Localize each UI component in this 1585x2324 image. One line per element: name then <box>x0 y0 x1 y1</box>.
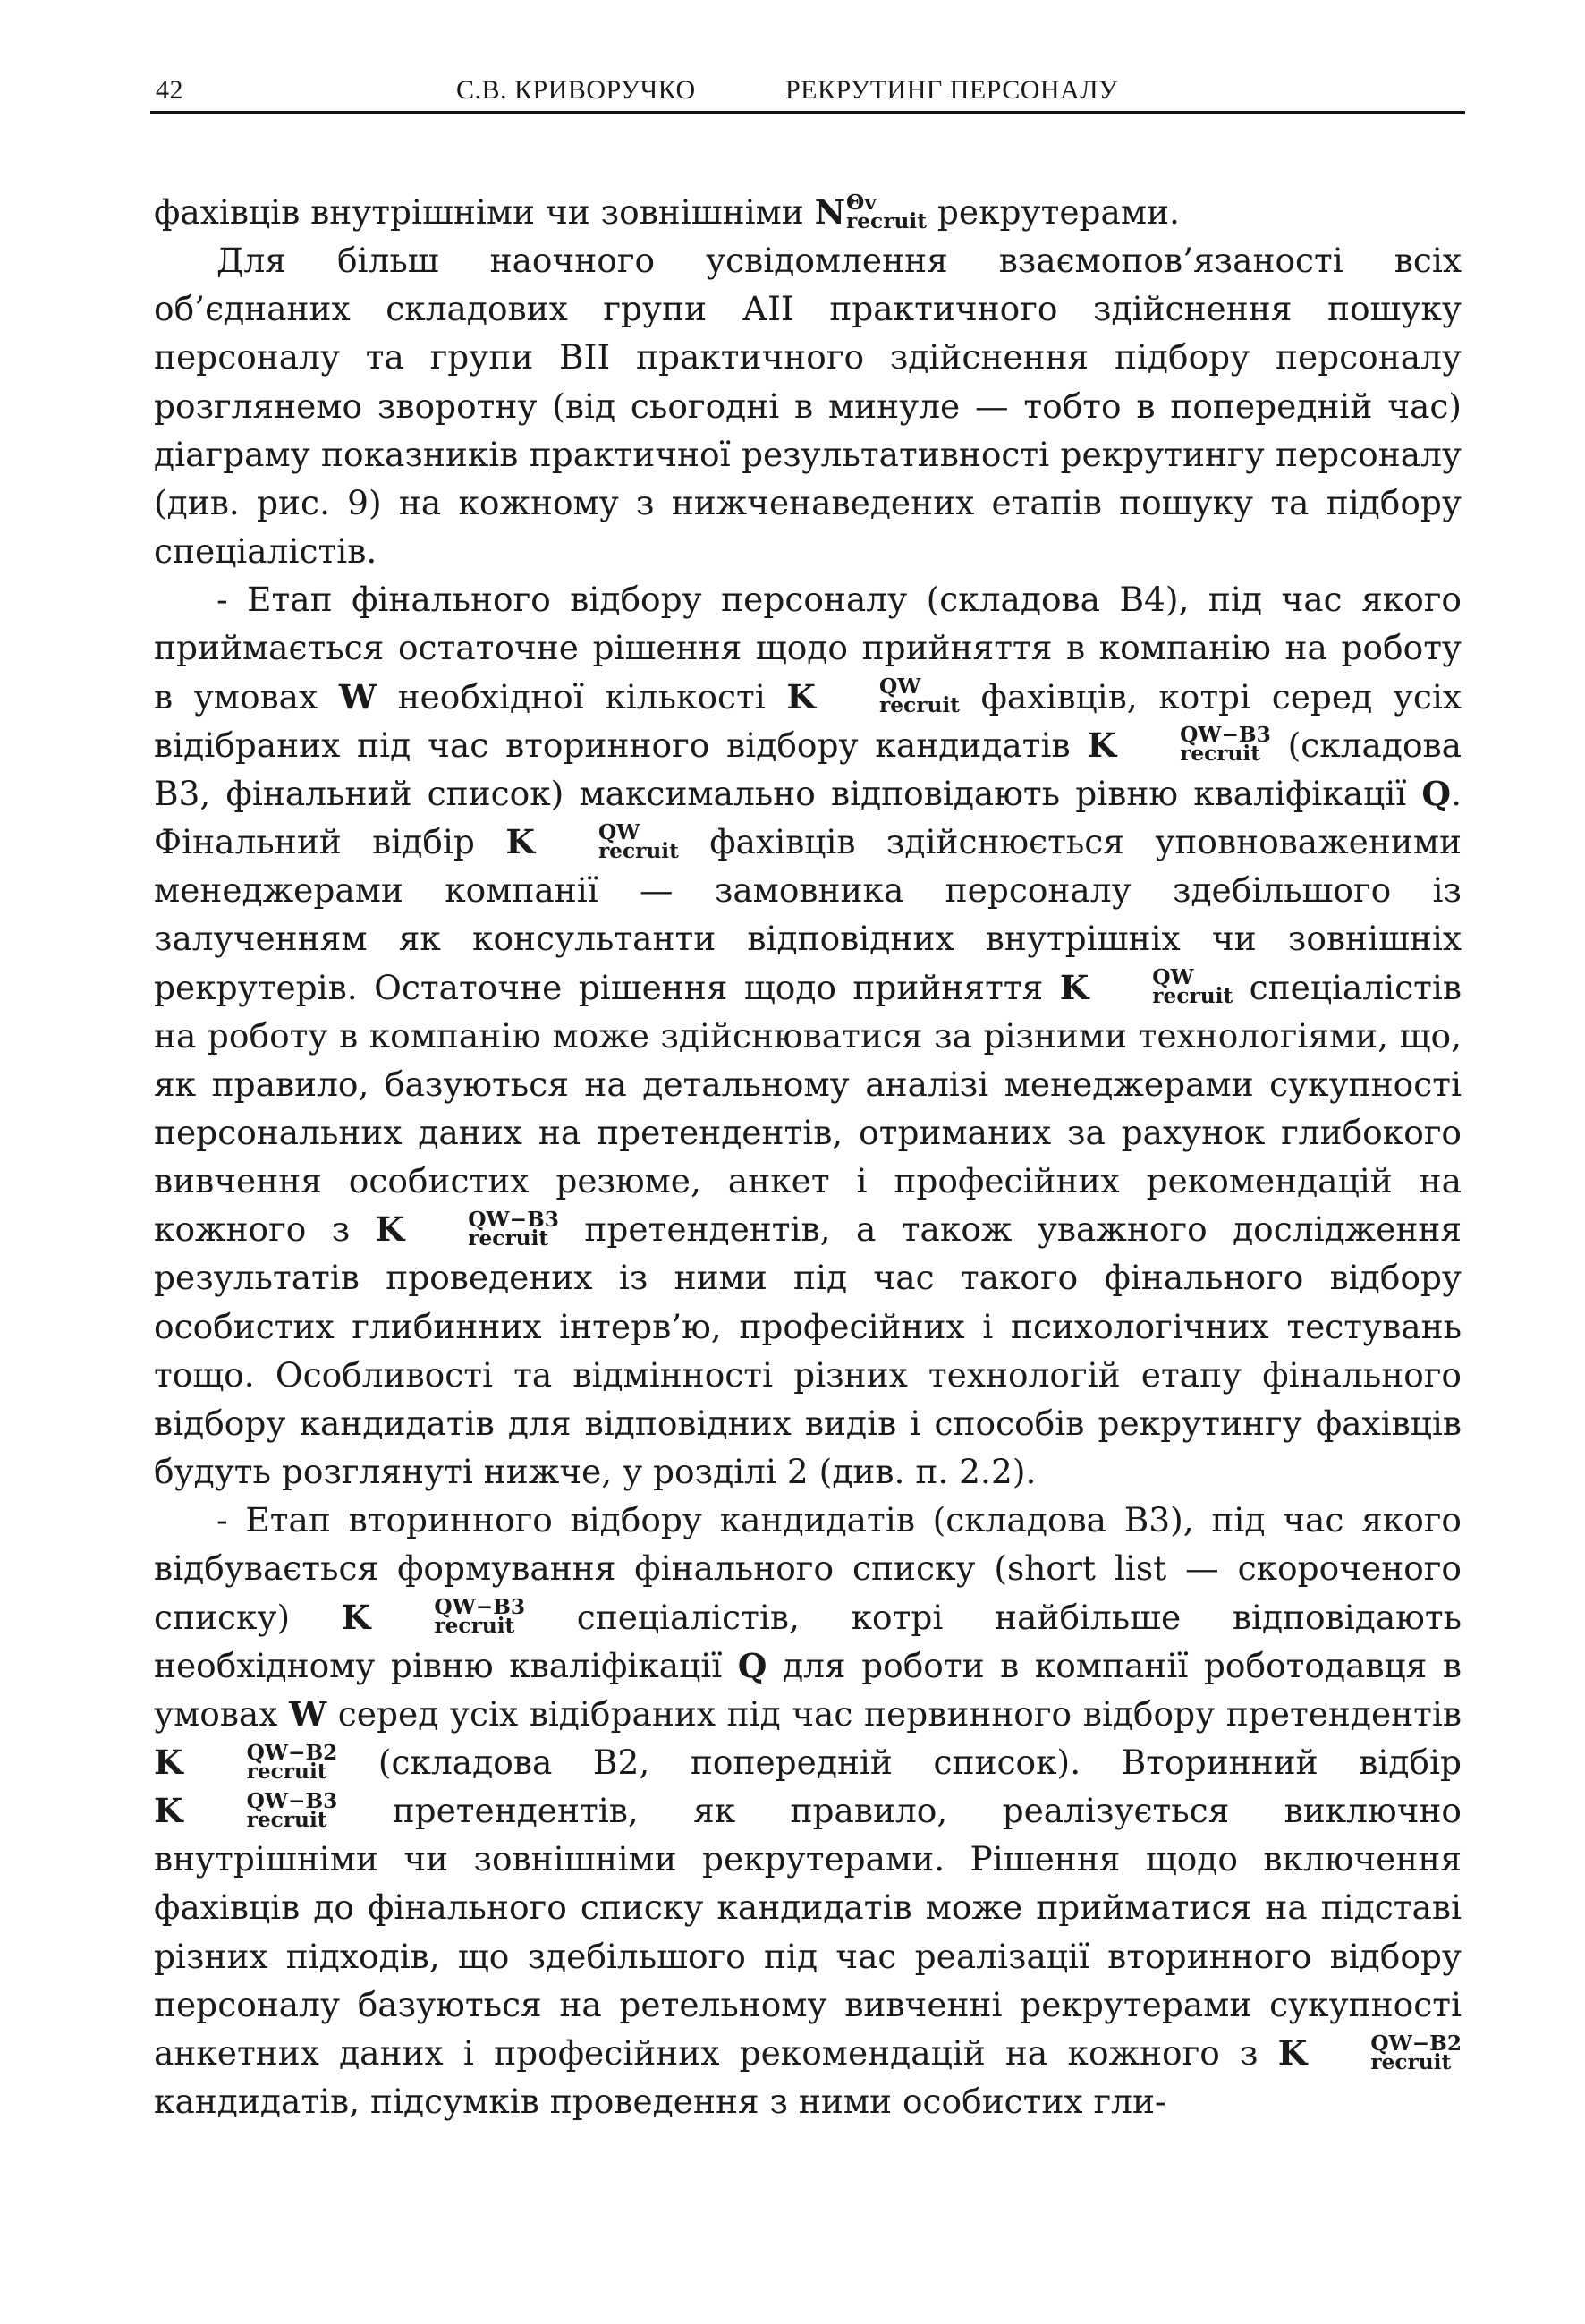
symbol-q: Q <box>737 1645 767 1685</box>
formula-n-recruit: N Θv recruit <box>814 190 927 233</box>
formula-k-qw: K QW recruit <box>1059 965 1233 1009</box>
formula-k-qw-b3: K QW−B3 recruit <box>341 1595 526 1639</box>
paragraph-1: фахівців внутрішніми чи зовнішніми N Θv recruit рекрутерами. <box>154 190 1180 233</box>
page-header <box>150 70 1465 114</box>
formula-k-qw-b2: K QW−B2 recruit <box>1277 2031 1462 2074</box>
body-text <box>154 188 1462 2125</box>
symbol-q: Q <box>1421 773 1452 813</box>
paragraph-4-secondary-selection: - Етап вторинного відбору кандидатів (складова В3), під час якого відбувається формування фінального списку (short list — скороченого списку) K QW−B3 recruit спеціалістів, котрі найбільше відповідають необхідному рівню кваліфікації Q для роботи в компанії роботодавця в умовах W серед усіх відібраних під час первинного відбору претендентів K QW−B2 recruit (складова В2, попередній список). Вторинний відбір K QW−B3 recruit претендентів, як правило, реалізується виключно внутрішніми чи зовнішніми рекрутерами. Рішення щодо включення фахівців до фінального списку кандидатів може прийматися на підставі різних підходів, що здебільшого під час реалізації вторинного відбору персоналу базуються на ретельному вивченні рекрутерами сукупності анкетних даних і професійних рекомендацій на кожного з K QW−B2 recruit кандидатів, підсумків проведення з ними особистих гли- <box>154 1500 1462 2122</box>
paragraph-3-final-selection: - Етап фінального відбору персоналу (складова В4), під час якого приймається остаточне рішення щодо прийняття в компанію на роботу в умовах W необхідної кількості K QW recruit фахівців, котрі серед усіх відібраних під час вторинного відбору кандидатів K QW−B3 recruit (складова В3, фінальний список) максимально відповідають рівню кваліфікації Q. Фінальний відбір K QW recruit фахівців здійснюється уповноваженими менеджерами компанії — замовника персоналу здебільшого із залученням як консультанти відповідних внутрішніх чи зовнішніх рекрутерів. Остаточне рішення щодо прийняття K QW recruit спеціалістів на роботу в компанію може здійснюватися за різними технологіями, що, як правило, базуються на детальному аналізі менеджерами сукупності персональних даних на претендентів, отриманих за рахунок глибокого вивчення особистих резюме, анкет і професійних рекомендацій на кожного з K QW−B3 recruit претендентів, а також уважного дослідження результатів проведених із ними під час такого фінального відбору особистих глибинних інтерв’ю, професійних і психологічних тестувань тощо. Особливості та відмінності різних технологій етапу фінального відбору кандидатів для відповідних видів і способів рекрутингу фахівців будуть розглянуті нижче, у розділі 2 (див. п. 2.2). <box>154 580 1462 1492</box>
formula-k-qw: K QW recruit <box>786 674 960 718</box>
formula-k-qw-b3: K QW−B3 recruit <box>154 1788 338 1832</box>
formula-k-qw: K QW recruit <box>505 819 679 863</box>
paragraph-2: Для більш наочного усвідомлення взаємопов’язаності всіх об’єднаних складових групи АІІ практичного здійснення пошуку персоналу та групи ВІІ практичного здійснення підбору персоналу розглянемо зворотну (від сьогодні в минуле — тобто в попередній час) діаграму показників практичної результативності рекрутингу персоналу (див. рис. 9) на кожному з нижченаведених етапів пошуку та підбору спеціалістів. <box>154 241 1462 572</box>
formula-k-qw-b3: K QW−B3 recruit <box>1087 723 1271 767</box>
formula-k-qw-b3: K QW−B3 recruit <box>375 1208 559 1251</box>
header-author: С.В. КРИВОРУЧКО <box>456 75 696 105</box>
header-title: РЕКРУТИНГ ПЕРСОНАЛУ <box>785 75 1118 105</box>
formula-k-qw-b2: K QW−B2 recruit <box>154 1740 338 1784</box>
page-number: 42 <box>156 75 183 105</box>
symbol-w: W <box>338 676 377 717</box>
symbol-w: W <box>289 1693 327 1734</box>
